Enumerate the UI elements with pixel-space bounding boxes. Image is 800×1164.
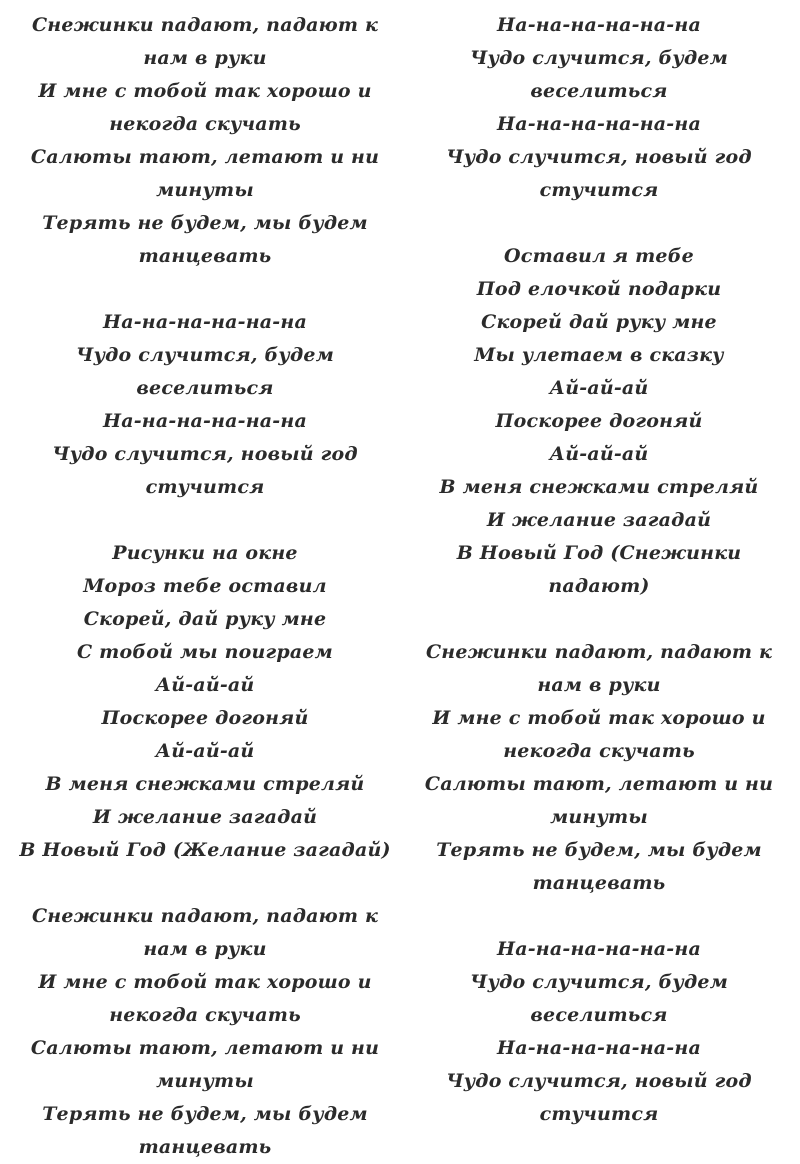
- lyric-line: Салюты тают, летают и ни минуты: [424, 773, 774, 828]
- lyric-line: Чудо случится, новый год стучится: [52, 443, 358, 498]
- lyric-line: Мороз тебе оставил: [83, 575, 327, 597]
- lyric-line: Салюты тают, летают и ни минуты: [30, 146, 380, 201]
- lyric-line: И мне с тобой так хорошо и некогда скучать: [38, 971, 372, 1026]
- stanza: [404, 9, 794, 207]
- lyrics-column-right: [400, 9, 800, 1142]
- lyric-line: Поскорее догоняй: [101, 707, 309, 729]
- lyric-line: Чудо случится, новый год стучится: [446, 146, 752, 201]
- lyric-line: Ай-ай-ай: [155, 740, 255, 762]
- lyric-line: И мне с тобой так хорошо и некогда скучать: [432, 707, 766, 762]
- lyrics-column-left: [0, 9, 400, 1158]
- lyric-line: На-на-на-на-на-на: [103, 410, 307, 432]
- lyric-line: Оставил я тебе: [504, 245, 694, 267]
- lyric-line: Чудо случится, будем веселиться: [470, 47, 728, 102]
- lyric-line: Чудо случится, новый год стучится: [446, 1070, 752, 1125]
- lyric-line: Терять не будем, мы будем танцевать: [42, 212, 368, 267]
- lyric-line: На-на-на-на-на-на: [497, 938, 701, 960]
- lyric-line: На-на-на-на-на-на: [497, 14, 701, 36]
- lyric-line: Снежинки падают, падают к нам в руки: [425, 641, 773, 696]
- lyric-line: Скорей дай руку мне: [481, 311, 717, 333]
- lyric-line: Ай-ай-ай: [549, 377, 649, 399]
- stanza: [10, 537, 400, 867]
- lyric-line: На-на-на-на-на-на: [497, 1037, 701, 1059]
- lyric-line: Рисунки на окне: [112, 542, 298, 564]
- lyric-line: Поскорее догоняй: [495, 410, 703, 432]
- lyric-line: И мне с тобой так хорошо и некогда скучать: [38, 80, 372, 135]
- lyric-line: Чудо случится, будем веселиться: [470, 971, 728, 1026]
- stanza: [404, 240, 794, 603]
- lyric-line: Скорей, дай руку мне: [83, 608, 327, 630]
- stanza: [10, 306, 400, 504]
- lyric-line: Снежинки падают, падают к нам в руки: [31, 14, 379, 69]
- lyric-line: И желание загадай: [92, 806, 318, 828]
- lyric-line: С тобой мы поиграем: [77, 641, 333, 663]
- lyric-line: На-на-на-на-на-на: [103, 311, 307, 333]
- lyric-line: Терять не будем, мы будем танцевать: [436, 839, 762, 894]
- lyric-line: Чудо случится, будем веселиться: [76, 344, 334, 399]
- lyric-line: Мы улетаем в сказку: [474, 344, 724, 366]
- lyric-line: И желание загадай: [486, 509, 712, 531]
- lyric-line: Ай-ай-ай: [155, 674, 255, 696]
- lyric-line: Салюты тают, летают и ни минуты: [30, 1037, 380, 1092]
- lyric-line: Под елочкой подарки: [476, 278, 722, 300]
- lyric-line: Терять не будем, мы будем танцевать: [42, 1103, 368, 1158]
- stanza: [10, 900, 400, 1164]
- lyric-line: В меня снежками стреляй: [45, 773, 365, 795]
- lyric-line: В меня снежками стреляй: [439, 476, 759, 498]
- stanza: [10, 9, 400, 273]
- lyric-line: В Новый Год (Желание загадай): [19, 839, 391, 861]
- stanza: [404, 636, 794, 900]
- lyric-line: Снежинки падают, падают к нам в руки: [31, 905, 379, 960]
- stanza: [404, 933, 794, 1131]
- lyric-line: На-на-на-на-на-на: [497, 113, 701, 135]
- lyric-line: Ай-ай-ай: [549, 443, 649, 465]
- lyric-line: В Новый Год (Снежинки падают): [456, 542, 742, 597]
